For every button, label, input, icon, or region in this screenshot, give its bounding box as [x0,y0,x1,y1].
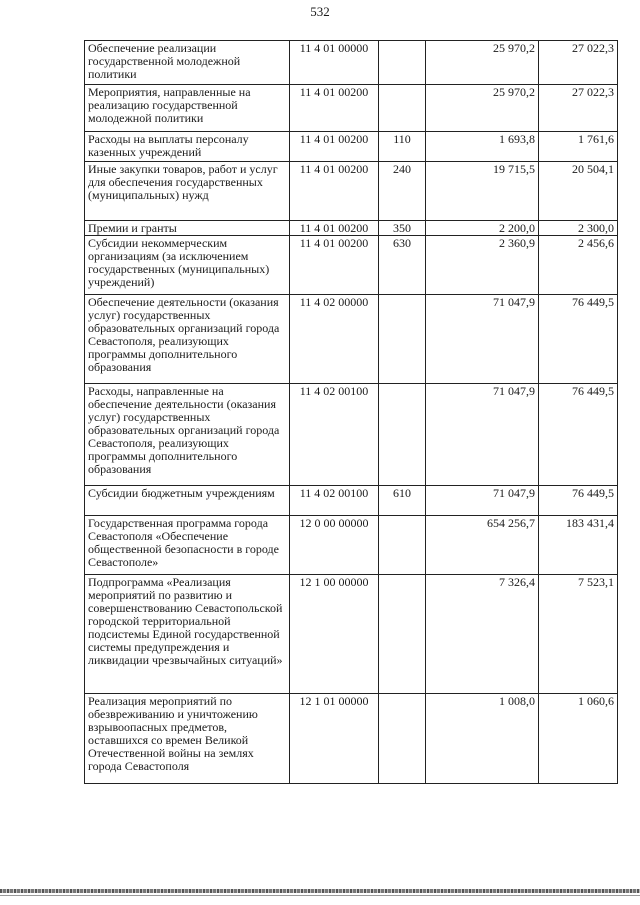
row-amount-year1-cell: 2 360,9 [426,236,539,295]
row-code-cell: 11 4 02 00100 [290,384,379,486]
row-expense-type-cell: 610 [379,486,426,516]
table-row [85,162,618,221]
row-amount-year2-cell: 76 449,5 [539,384,618,486]
scan-edge-artifact [0,889,640,893]
row-code-cell: 11 4 01 00200 [290,132,379,162]
row-expense-type-cell [379,694,426,784]
table-row [85,575,618,694]
row-amount-year2-cell: 27 022,3 [539,85,618,132]
row-amount-year2-cell: 183 431,4 [539,516,618,575]
row-amount-year1-cell: 71 047,9 [426,384,539,486]
row-amount-year1-cell: 25 970,2 [426,41,539,85]
row-amount-year1-cell: 25 970,2 [426,85,539,132]
row-code-cell: 11 4 01 00200 [290,162,379,221]
page-number: 532 [310,4,330,19]
table-row [85,295,618,384]
row-name-cell: Подпрограмма «Реализация мероприятий по развитию и совершенствованию Севастопольской городской территориальной подсистемы Единой государственной системы предупреждения и ликвидации чрезвычайных ситуаций» [85,575,290,694]
row-name-cell: Иные закупки товаров, работ и услуг для обеспечения государственных (муниципальных) нужд [85,162,290,221]
row-amount-year1-cell: 19 715,5 [426,162,539,221]
table-row [85,694,618,784]
row-name-cell: Реализация мероприятий по обезвреживанию и уничтожению взрывоопасных предметов, оставшихся со времен Великой Отечественной войны на землях города Севастополя [85,694,290,784]
row-expense-type-cell [379,295,426,384]
row-code-cell: 11 4 01 00200 [290,221,379,236]
table-row [85,236,618,295]
table-row [85,85,618,132]
row-amount-year2-cell: 2 456,6 [539,236,618,295]
row-amount-year2-cell: 76 449,5 [539,486,618,516]
row-name-cell: Мероприятия, направленные на реализацию государственной молодежной политики [85,85,290,132]
row-amount-year1-cell: 71 047,9 [426,295,539,384]
row-name-cell: Обеспечение деятельности (оказания услуг) государственных образовательных организаций города Севастополя, реализующих программы дополнительного образования [85,295,290,384]
row-amount-year1-cell: 1 008,0 [426,694,539,784]
row-expense-type-cell: 240 [379,162,426,221]
table-row [85,221,618,236]
row-code-cell: 12 0 00 00000 [290,516,379,575]
row-amount-year2-cell: 1 060,6 [539,694,618,784]
scan-edge-line [0,895,640,896]
row-code-cell: 11 4 01 00000 [290,41,379,85]
row-expense-type-cell [379,516,426,575]
row-name-cell: Обеспечение реализации государственной молодежной политики [85,41,290,85]
row-amount-year1-cell: 7 326,4 [426,575,539,694]
row-expense-type-cell [379,41,426,85]
row-code-cell: 12 1 00 00000 [290,575,379,694]
row-name-cell: Премии и гранты [85,221,290,236]
row-amount-year1-cell: 654 256,7 [426,516,539,575]
row-expense-type-cell: 110 [379,132,426,162]
table-row [85,384,618,486]
budget-table-body [85,41,618,784]
row-expense-type-cell [379,384,426,486]
row-amount-year2-cell: 76 449,5 [539,295,618,384]
row-expense-type-cell: 350 [379,221,426,236]
row-code-cell: 11 4 02 00100 [290,486,379,516]
table-row [85,486,618,516]
table-row [85,41,618,85]
row-amount-year2-cell: 1 761,6 [539,132,618,162]
row-amount-year1-cell: 71 047,9 [426,486,539,516]
row-expense-type-cell [379,85,426,132]
row-amount-year2-cell: 7 523,1 [539,575,618,694]
row-amount-year2-cell: 27 022,3 [539,41,618,85]
row-code-cell: 11 4 02 00000 [290,295,379,384]
table-row [85,516,618,575]
budget-table [84,40,618,784]
row-name-cell: Субсидии некоммерческим организациям (за исключением государственных (муниципальных) учреждений) [85,236,290,295]
table-row [85,132,618,162]
row-name-cell: Расходы на выплаты персоналу казенных учреждений [85,132,290,162]
row-expense-type-cell: 630 [379,236,426,295]
row-expense-type-cell [379,575,426,694]
row-amount-year1-cell: 1 693,8 [426,132,539,162]
row-code-cell: 12 1 01 00000 [290,694,379,784]
row-amount-year2-cell: 2 300,0 [539,221,618,236]
row-code-cell: 11 4 01 00200 [290,236,379,295]
row-amount-year2-cell: 20 504,1 [539,162,618,221]
row-name-cell: Государственная программа города Севастополя «Обеспечение общественной безопасности в городе Севастополе» [85,516,290,575]
row-name-cell: Расходы, направленные на обеспечение деятельности (оказания услуг) государственных образовательных организаций города Севастополя, реализующих программы дополнительного образования [85,384,290,486]
row-amount-year1-cell: 2 200,0 [426,221,539,236]
row-code-cell: 11 4 01 00200 [290,85,379,132]
row-name-cell: Субсидии бюджетным учреждениям [85,486,290,516]
